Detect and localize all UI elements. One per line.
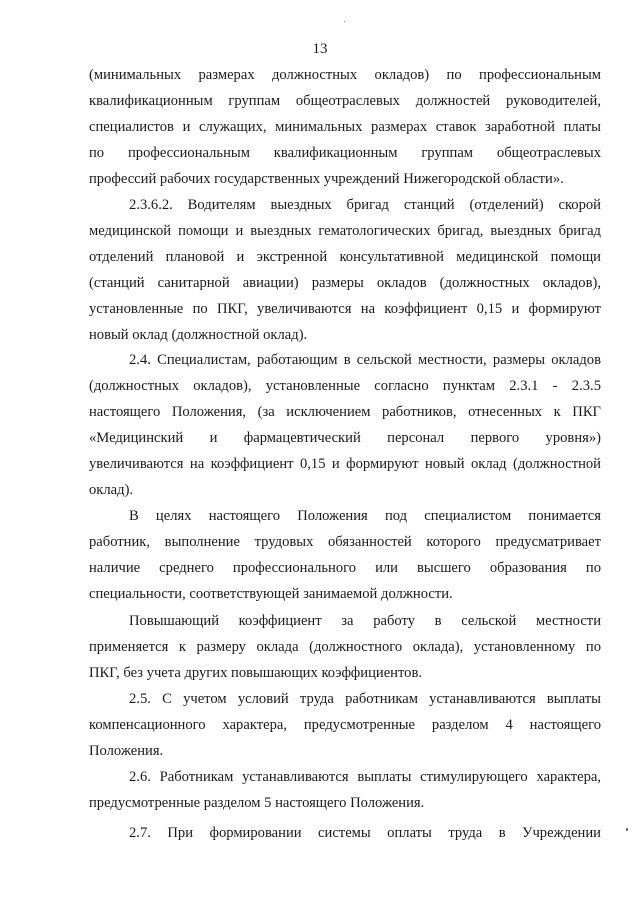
- paragraph-specialist-definition: [89, 503, 601, 607]
- text-line: В целях настоящего Положения под специалистом понимается: [129, 508, 601, 524]
- text-line: отделений плановой и экстренной консультативной медицинской помощи: [89, 249, 601, 265]
- paragraph-2-4: [89, 347, 601, 503]
- paragraph-continuation: [89, 62, 601, 192]
- text-line: предусмотренные разделом 5 настоящего Положения.: [89, 795, 425, 811]
- text-line: компенсационного характера, предусмотренные разделом 4 настоящего: [89, 717, 601, 733]
- text-line: (должностных окладов), установленные согласно пунктам 2.3.1 - 2.3.5: [89, 378, 601, 394]
- text-line: применяется к размеру оклада (должностного оклада), установленному по: [89, 639, 601, 655]
- text-line: увеличиваются на коэффициент 0,15 и формируют новый оклад (должностной: [89, 456, 601, 472]
- text-line: Положения.: [89, 743, 164, 759]
- text-line: медицинской помощи и выездных гематологических бригад, выездных бригад: [89, 223, 601, 239]
- text-line: Повышающий коэффициент за работу в сельской местности: [129, 613, 601, 629]
- paragraph-2-6: [89, 764, 601, 816]
- text-line: квалификационным группам общеотраслевых должностей руководителей,: [89, 93, 601, 109]
- text-line: работник, выполнение трудовых обязанностей которого предусматривает: [89, 534, 601, 550]
- text-line: установленные по ПКГ, увеличиваются на коэффициент 0,15 и формируют: [89, 301, 601, 317]
- text-line: 2.6. Работникам устанавливаются выплаты стимулирующего характера,: [129, 769, 601, 785]
- paragraph-2-5: [89, 686, 601, 764]
- scan-speck: [344, 21, 345, 22]
- page-number: 13: [312, 41, 328, 57]
- text-line: специалистов и служащих, минимальных размерах ставок заработной платы: [89, 119, 601, 135]
- text-line: оклад).: [89, 482, 134, 498]
- paragraph-rural-coefficient: [89, 608, 601, 686]
- text-line: 2.5. С учетом условий труда работникам устанавливаются выплаты: [129, 691, 601, 707]
- text-line: (минимальных размерах должностных окладов) по профессиональным: [89, 67, 601, 83]
- text-line: 2.7. При формировании системы оплаты труда в Учреждении: [129, 825, 601, 841]
- text-line: специальности, соответствующей занимаемой должности.: [89, 586, 453, 602]
- text-line: профессий рабочих государственных учреждений Нижегородской области».: [89, 171, 564, 187]
- text-line: настоящего Положения, (за исключением работников, отнесенных к ПКГ: [89, 404, 601, 420]
- paragraph-2-3-6-2: [89, 192, 601, 348]
- text-line: (станций санитарной авиации) размеры окладов (должностных окладов),: [89, 275, 601, 291]
- text-line: «Медицинский и фармацевтический персонал первого уровня»): [89, 430, 601, 446]
- text-line: 2.3.6.2. Водителям выездных бригад станций (отделений) скорой: [129, 197, 601, 213]
- paragraph-2-7: [89, 820, 601, 846]
- text-line: наличие среднего профессионального или высшего образования по: [89, 560, 601, 576]
- text-line: новый оклад (должностной оклад).: [89, 327, 308, 343]
- text-line: 2.4. Специалистам, работающим в сельской местности, размеры окладов: [129, 352, 601, 368]
- text-line: по профессиональным квалификационным группам общеотраслевых: [89, 145, 601, 161]
- scan-speck: [626, 828, 628, 831]
- text-line: ПКГ, без учета других повышающих коэффициентов.: [89, 665, 423, 681]
